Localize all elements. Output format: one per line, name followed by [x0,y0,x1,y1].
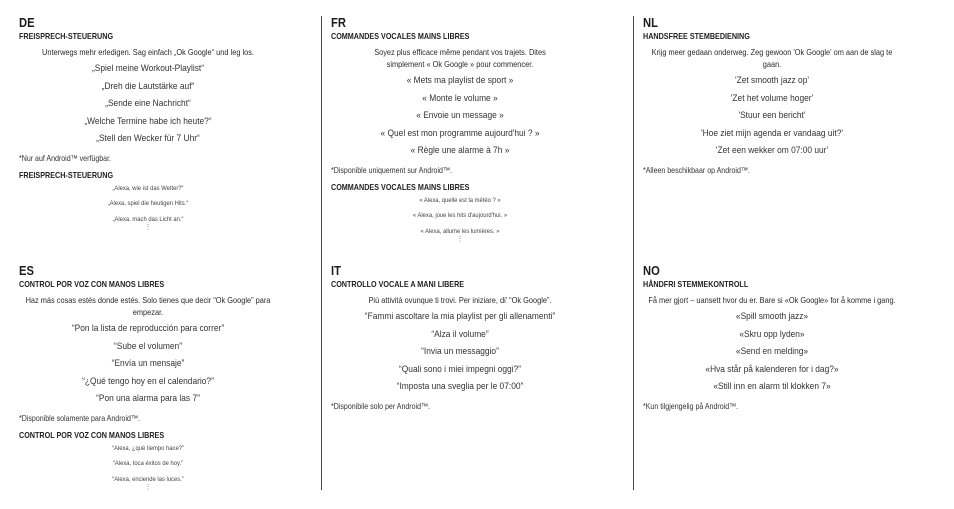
alexa-heading: FREISPRECH-STEUERUNG [19,169,114,180]
intro-text: Haz más cosas estés donde estés. Solo tienes que decir “Ok Google” para empezar. [25,295,271,317]
alexa-command: “Alexa, toca éxitos de hoy.” [112,460,184,468]
column-divider [321,16,322,490]
column-2 [331,0,589,509]
command: « Quel est mon programme aujourd'hui ? » [380,127,540,138]
command: “Pon la lista de reproducción para correr” [71,323,225,333]
availability-note: *Kun tilgjengelig på Android™. [643,401,739,411]
section-heading: HANDSFREE STEMBEDIENING [643,31,750,41]
command-list [643,72,901,160]
command: „Dreh die Lautstärke auf“ [101,80,195,91]
intro-text: Krijg meer gedaan onderweg. Zeg gewoon 'Ok Google' om aan de slag te gaan. [651,47,893,69]
command: « Envoie un message » [416,110,504,121]
command: «Spill smooth jazz» [735,311,809,321]
column-divider [633,16,634,490]
command: “Sube el volumen” [114,340,182,351]
intro-text: Soyez plus efficace même pendant vos trajets. Dites simplement « Ok Google » pour commencer. [374,47,546,69]
more-ellipsis: ⋮ [144,224,152,232]
language-code: FR [331,15,346,30]
availability-note: *Disponibile solo per Android™. [331,401,431,411]
section-heading: HÅNDFRI STEMMEKONTROLL [643,279,749,289]
command-list [331,308,589,396]
command: « Règle une alarme à 7h » [410,145,510,156]
language-code: NO [643,263,660,278]
command: 'Zet smooth jazz op' [735,75,809,85]
alexa-command: « Alexa, joue les hits d'aujourd'hui. » [412,212,508,220]
alexa-command: « Alexa, allume les lumières. » [420,227,500,235]
availability-note: *Alleen beschikbaar op Android™. [643,165,750,175]
section-es [19,264,277,490]
command: « Monte le volume » [422,92,498,103]
availability-note: *Disponible uniquement sur Android™. [331,165,452,175]
command: «Still inn en alarm til klokken 7» [713,381,831,392]
command: “Fammi ascoltare la mia playlist per gli allenamenti” [364,311,556,321]
section-heading: FREISPRECH-STEUERUNG [19,31,114,41]
section-heading: CONTROL POR VOZ CON MANOS LIBRES [19,279,165,289]
command: “Imposta una sveglia per le 07:00” [396,381,524,392]
command: „Spiel meine Workout-Playlist“ [91,63,205,73]
command: “Envía un mensaje” [111,358,185,369]
command: « Mets ma playlist de sport » [406,75,514,85]
section-nl [643,16,901,176]
section-heading: COMMANDES VOCALES MAINS LIBRES [331,31,470,41]
command: „Sende eine Nachricht“ [105,98,191,109]
command-list [19,60,277,148]
command: “Alza il volume” [431,328,489,339]
section-it [331,264,589,412]
command: «Send en melding» [735,346,809,357]
language-code: ES [19,263,34,278]
alexa-command: “Alexa, ¿qué tiempo hace?” [112,444,184,452]
command: 'Zet een wekker om 07:00 uur' [715,145,829,156]
language-code: DE [19,15,35,30]
command: “Invia un messaggio” [421,346,499,357]
alexa-heading: COMMANDES VOCALES MAINS LIBRES [331,181,470,192]
alexa-block [19,430,277,490]
alexa-block [331,182,589,242]
command: „Welche Termine habe ich heute?“ [84,115,212,126]
command: «Skru opp lyden» [739,328,805,339]
alexa-command: „Alexa, wie ist das Wetter?“ [112,184,184,192]
intro-text: Få mer gjort – uansett hvor du er. Bare si «Ok Google» for å komme i gang. [648,295,896,305]
alexa-command: „Alexa, mach das Licht an.“ [112,215,184,223]
availability-note: *Nur auf Android™ verfügbar. [19,153,111,163]
alexa-command: “Alexa, enciende las luces.” [112,475,184,483]
command: 'Hoe ziet mijn agenda er vandaag uit?' [701,127,843,138]
more-ellipsis: ⋮ [144,484,152,492]
section-fr [331,16,589,242]
command-list [643,308,901,396]
availability-note: *Disponible solamente para Android™. [19,413,140,423]
intro-text: Unterwegs mehr erledigen. Sag einfach „Ok Google“ und leg los. [42,47,254,57]
section-de [19,16,277,230]
section-no [643,264,901,412]
column-1 [19,0,277,509]
command: “Pon una alarma para las 7” [96,393,200,404]
more-ellipsis: ⋮ [456,236,464,244]
column-3 [643,0,901,509]
command: «Hva står på kalenderen for i dag?» [705,363,839,374]
intro-text: Più attività ovunque ti trovi. Per iniziare, di' “Ok Google”. [368,295,552,305]
alexa-block [19,170,277,230]
language-code: IT [331,263,341,278]
command-list [331,72,589,160]
section-heading: CONTROLLO VOCALE A MANI LIBERE [331,279,465,289]
command: “¿Qué tengo hoy en el calendario?” [82,375,214,386]
command: 'Stuur een bericht' [738,110,806,121]
command: „Stell den Wecker für 7 Uhr“ [96,133,200,144]
language-code: NL [643,15,658,30]
alexa-heading: CONTROL POR VOZ CON MANOS LIBRES [19,429,165,440]
command: “Quali sono i miei impegni oggi?” [399,363,521,374]
command: 'Zet het volume hoger' [730,92,814,103]
command-list [19,320,277,408]
alexa-command: « Alexa, quelle est la météo ? » [419,196,501,204]
alexa-command: „Alexa, spiel die heutigen Hits.“ [107,200,189,208]
